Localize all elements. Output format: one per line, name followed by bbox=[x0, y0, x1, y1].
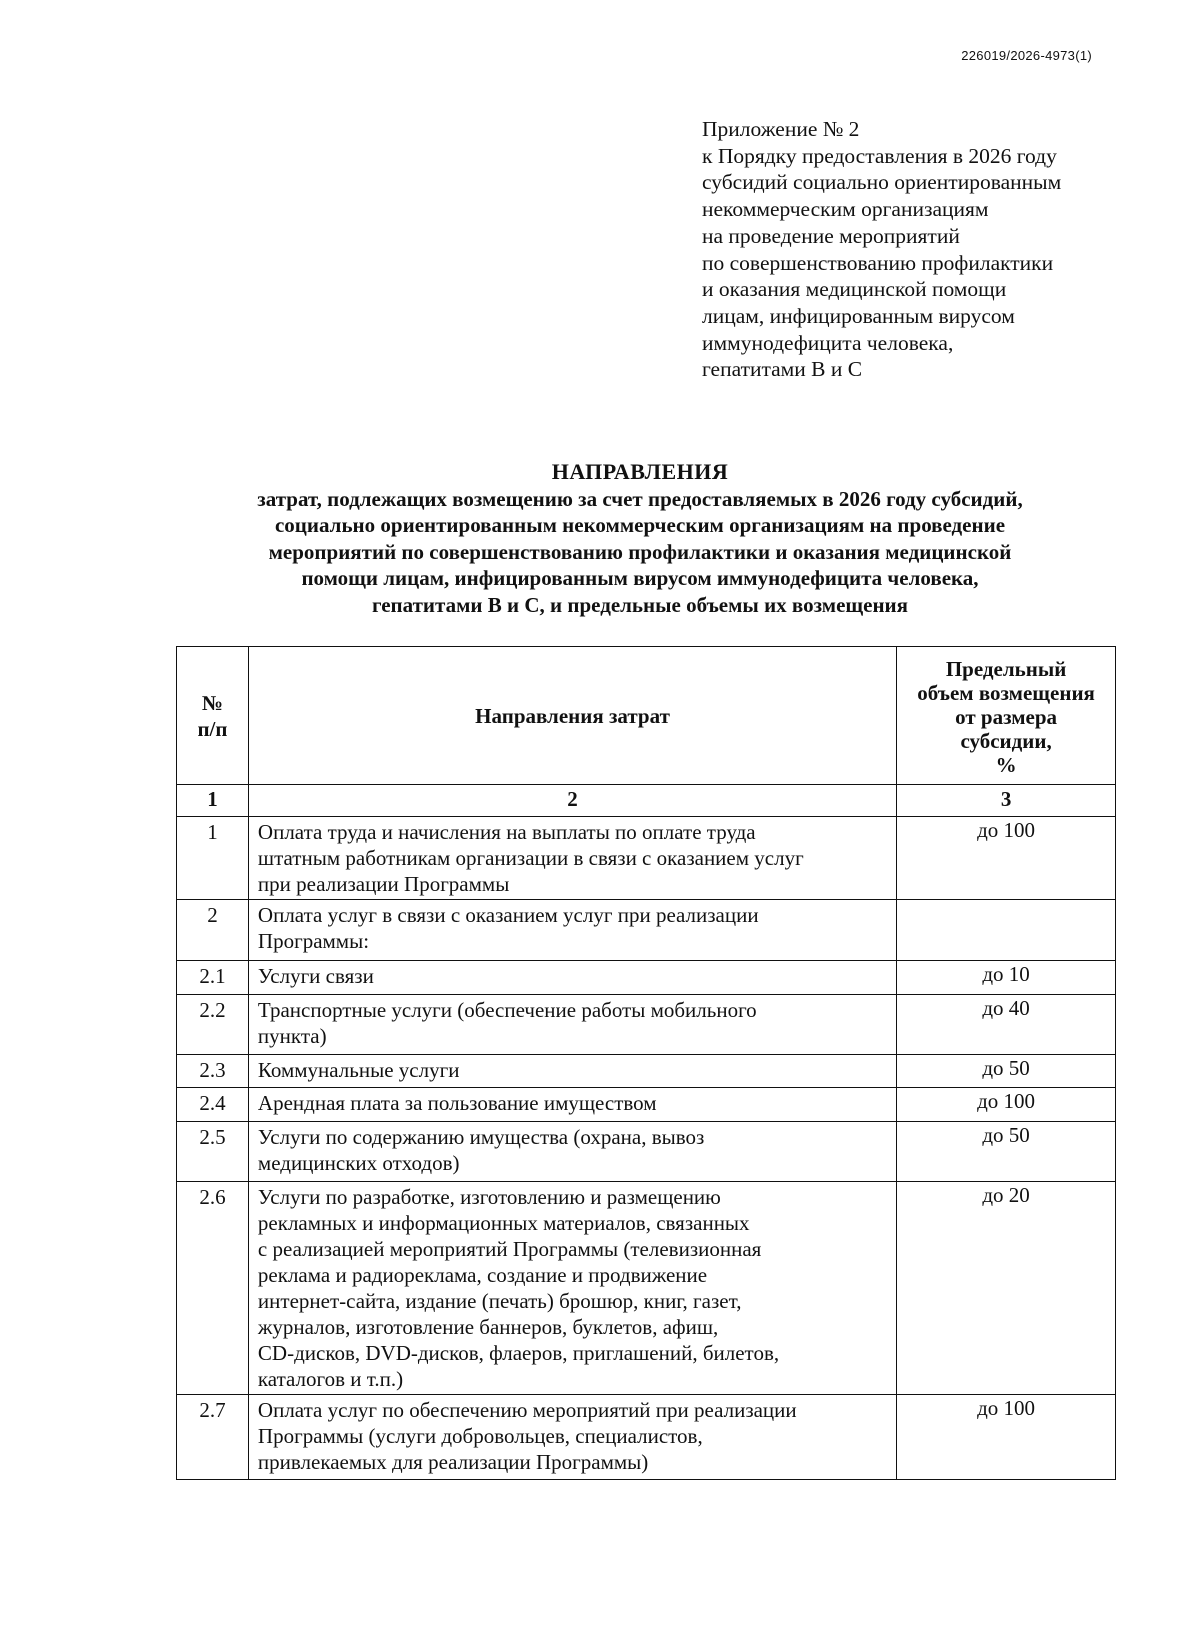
header-number-line: п/п bbox=[197, 716, 228, 741]
row-direction-line: Оплата труда и начисления на выплаты по оплате труда bbox=[257, 820, 756, 844]
row-direction-cell bbox=[248, 1122, 896, 1182]
appendix-line: на проведение мероприятий bbox=[702, 223, 960, 248]
table-header-row bbox=[177, 647, 1116, 785]
row-number-cell: 2.7 bbox=[177, 1395, 249, 1480]
row-direction-cell bbox=[248, 1055, 896, 1088]
header-number-cell bbox=[177, 647, 249, 785]
row-direction-line: привлекаемых для реализации Программы) bbox=[257, 1450, 649, 1474]
row-direction-cell bbox=[248, 961, 896, 995]
table-row bbox=[177, 817, 1116, 900]
document-registration-number: 226019/2026-4973(1) bbox=[961, 48, 1092, 63]
appendix-line: и оказания медицинской помощи bbox=[702, 277, 1007, 302]
header-limit-line: объем возмещения bbox=[917, 680, 1095, 705]
row-direction-line: Коммунальные услуги bbox=[257, 1058, 460, 1082]
row-direction-line: Программы: bbox=[257, 929, 370, 953]
table-row bbox=[177, 995, 1116, 1055]
header-limit-cell bbox=[897, 647, 1116, 785]
row-number-cell: 2.3 bbox=[177, 1055, 249, 1088]
column-index-row bbox=[177, 785, 1116, 817]
row-direction-cell bbox=[248, 900, 896, 961]
appendix-line: субсидий социально ориентированным bbox=[702, 170, 1062, 195]
appendix-reference-block bbox=[702, 116, 1122, 383]
row-direction-cell bbox=[248, 817, 896, 900]
cost-directions-table bbox=[176, 646, 1116, 1480]
row-limit-cell: до 10 bbox=[897, 961, 1116, 995]
header-directions-cell: Направления затрат bbox=[248, 647, 896, 785]
row-number-cell: 2.2 bbox=[177, 995, 249, 1055]
document-subtitle-line: затрат, подлежащих возмещению за счет предоставляемых в 2026 году субсидий, bbox=[257, 486, 1023, 511]
column-index-cell: 2 bbox=[248, 785, 896, 817]
header-limit-line: Предельный bbox=[945, 656, 1067, 681]
row-direction-line: с реализацией мероприятий Программы (телевизионная bbox=[257, 1237, 762, 1261]
table-row bbox=[177, 1122, 1116, 1182]
row-direction-line: пункта) bbox=[257, 1024, 327, 1048]
appendix-line: лицам, инфицированным вирусом bbox=[702, 303, 1015, 328]
row-direction-line: штатным работникам организации в связи с оказанием услуг bbox=[257, 846, 804, 870]
row-direction-cell bbox=[248, 995, 896, 1055]
row-direction-cell bbox=[248, 1182, 896, 1395]
row-number-cell: 2.1 bbox=[177, 961, 249, 995]
appendix-line: иммунодефицита человека, bbox=[702, 330, 954, 355]
row-limit-cell: до 50 bbox=[897, 1055, 1116, 1088]
row-limit-cell: до 50 bbox=[897, 1122, 1116, 1182]
header-number-line: № bbox=[201, 690, 224, 715]
appendix-line: по совершенствованию профилактики bbox=[702, 250, 1054, 275]
row-number-cell: 2.4 bbox=[177, 1088, 249, 1122]
row-direction-line: Программы (услуги добровольцев, специалистов, bbox=[257, 1424, 703, 1448]
table-row bbox=[177, 1088, 1116, 1122]
row-direction-line: каталогов и т.п.) bbox=[257, 1367, 404, 1391]
table-body bbox=[177, 817, 1116, 1480]
row-limit-cell: до 100 bbox=[897, 1088, 1116, 1122]
row-number-cell: 2 bbox=[177, 900, 249, 961]
row-direction-line: Услуги по содержанию имущества (охрана, вывоз bbox=[257, 1125, 705, 1149]
row-direction-line: Услуги по разработке, изготовлению и размещению bbox=[257, 1185, 721, 1209]
row-direction-line: интернет-сайта, издание (печать) брошюр, книг, газет, bbox=[257, 1289, 742, 1313]
table-row bbox=[177, 961, 1116, 995]
row-limit-cell: до 20 bbox=[897, 1182, 1116, 1395]
row-direction-line: медицинских отходов) bbox=[257, 1151, 460, 1175]
appendix-line: некоммерческим организациям bbox=[702, 197, 989, 222]
document-subtitle-line: мероприятий по совершенствованию профилактики и оказания медицинской bbox=[268, 539, 1012, 564]
row-direction-cell bbox=[248, 1088, 896, 1122]
document-subtitle-line: социально ориентированным некоммерческим организациям на проведение bbox=[274, 513, 1006, 537]
row-number-cell: 2.5 bbox=[177, 1122, 249, 1182]
table-row bbox=[177, 1182, 1116, 1395]
table-row bbox=[177, 1055, 1116, 1088]
row-limit-cell: до 100 bbox=[897, 1395, 1116, 1480]
appendix-line: к Порядку предоставления в 2026 году bbox=[702, 143, 1057, 168]
row-direction-line: Транспортные услуги (обеспечение работы мобильного bbox=[257, 998, 757, 1022]
row-number-cell: 2.6 bbox=[177, 1182, 249, 1395]
document-subtitle-line: гепатитами В и С, и предельные объемы их возмещения bbox=[371, 592, 909, 617]
row-direction-line: Арендная плата за пользование имуществом bbox=[257, 1091, 657, 1115]
row-direction-line: CD-дисков, DVD-дисков, флаеров, приглашений, билетов, bbox=[257, 1341, 780, 1365]
row-direction-line: журналов, изготовление баннеров, буклетов, афиш, bbox=[257, 1315, 719, 1339]
document-heading bbox=[120, 459, 1160, 618]
document-subtitle-line: помощи лицам, инфицированным вирусом иммунодефицита человека, bbox=[301, 566, 979, 590]
column-index-cell: 1 bbox=[177, 785, 249, 817]
row-direction-line: Оплата услуг по обеспечению мероприятий при реализации bbox=[257, 1398, 797, 1422]
header-limit-line: субсидии, bbox=[960, 728, 1052, 753]
row-direction-line: Оплата услуг в связи с оказанием услуг при реализации bbox=[257, 903, 759, 927]
header-limit-line: % bbox=[995, 752, 1017, 777]
row-limit-cell: до 100 bbox=[897, 817, 1116, 900]
table-row bbox=[177, 900, 1116, 961]
row-direction-line: при реализации Программы bbox=[257, 872, 510, 896]
row-direction-line: реклама и радиореклама, создание и продвижение bbox=[257, 1263, 708, 1287]
document-title: НАПРАВЛЕНИЯ bbox=[551, 459, 729, 484]
header-limit-line: от размера bbox=[955, 704, 1058, 729]
appendix-line: гепатитами В и С bbox=[702, 357, 863, 382]
row-number-cell: 1 bbox=[177, 817, 249, 900]
column-index-cell: 3 bbox=[897, 785, 1116, 817]
row-direction-line: рекламных и информационных материалов, связанных bbox=[257, 1211, 750, 1235]
row-limit-cell: до 40 bbox=[897, 995, 1116, 1055]
row-direction-cell bbox=[248, 1395, 896, 1480]
table-row bbox=[177, 1395, 1116, 1480]
row-direction-line: Услуги связи bbox=[257, 964, 374, 988]
row-limit-cell bbox=[897, 900, 1116, 961]
appendix-line: Приложение № 2 bbox=[702, 117, 860, 141]
